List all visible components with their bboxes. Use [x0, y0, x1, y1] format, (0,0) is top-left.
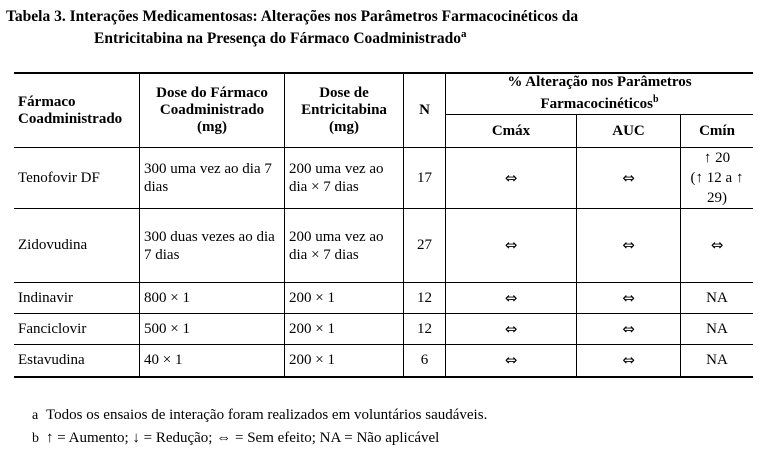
header-auc: AUC	[577, 115, 681, 148]
cell-farmaco: Tenofovir DF	[14, 148, 140, 209]
cell-auc	[577, 314, 681, 345]
no-effect-icon: ⇔	[622, 319, 635, 338]
cell-cmax	[446, 283, 577, 314]
footnote-text: ↑ = Aumento; ↓ = Redução; ⇔ = Sem efeito; NA = Não aplicável	[46, 430, 440, 446]
cmin-value: ↑ 20	[703, 150, 731, 166]
cell-cmin: NA	[681, 314, 754, 345]
header-n: N	[404, 73, 446, 148]
cell-dose-farmaco: 300 duas vezes ao dia 7 dias	[140, 209, 285, 283]
header-pct-footnote-marker: b	[652, 94, 659, 105]
title-line-2-text: Entricitabina na Presença do Fármaco Coadministrado	[94, 30, 461, 47]
no-effect-icon: ⇔	[504, 350, 518, 369]
no-effect-icon: ⇔	[504, 236, 518, 254]
footnote-letter: a	[32, 408, 39, 423]
table-title	[6, 6, 766, 50]
cell-n: 12	[404, 314, 446, 345]
cell-farmaco: Zidovudina	[14, 209, 140, 283]
cell-farmaco: Fanciclovir	[14, 314, 140, 345]
no-effect-icon: ⇔	[622, 168, 635, 187]
cell-n: 17	[404, 148, 446, 209]
cell-n: 12	[404, 283, 446, 314]
header-dose-farmaco: Dose do Fármaco Coadministrado (mg)	[140, 73, 285, 148]
cell-cmax	[446, 209, 577, 283]
cell-cmin: NA	[681, 283, 754, 314]
cell-auc	[577, 209, 681, 283]
table-row	[14, 283, 753, 314]
cell-dose-entricitabina: 200 × 1	[285, 314, 404, 345]
interactions-table	[14, 72, 753, 378]
cell-n: 27	[404, 209, 446, 283]
cell-cmin	[681, 148, 754, 209]
title-footnote-marker: a	[460, 27, 467, 40]
cell-n: 6	[404, 345, 446, 377]
no-effect-icon: ⇔	[504, 288, 518, 307]
no-effect-icon: ⇔	[504, 319, 518, 338]
table-row	[14, 209, 753, 283]
cell-auc	[577, 148, 681, 209]
cell-auc	[577, 283, 681, 314]
cell-dose-entricitabina: 200 uma vez ao dia × 7 dias	[285, 148, 404, 209]
footnote-letter: b	[32, 431, 39, 446]
cell-cmax	[446, 148, 577, 209]
footnote-a	[14, 404, 487, 427]
no-effect-icon: ⇔	[504, 168, 518, 187]
title-line-1: Tabela 3. Interações Medicamentosas: Alterações nos Parâmetros Farmacocinéticos da	[6, 8, 579, 25]
cmin-range: (↑ 12 a ↑ 29)	[690, 170, 744, 206]
cell-cmax	[446, 314, 577, 345]
cell-auc	[577, 345, 681, 377]
header-cmin: Cmín	[681, 115, 754, 148]
cell-dose-farmaco: 500 × 1	[140, 314, 285, 345]
header-pct-alteracao	[446, 73, 754, 115]
cell-dose-entricitabina: 200 × 1	[285, 283, 404, 314]
header-farmaco: Fármaco Coadministrado	[14, 73, 140, 148]
header-cmax: Cmáx	[446, 115, 577, 148]
title-line-2	[6, 28, 766, 50]
no-effect-icon: ⇔	[622, 236, 635, 254]
cell-cmin	[681, 209, 754, 283]
table-row	[14, 345, 753, 377]
cell-dose-entricitabina: 200 uma vez ao dia × 7 dias	[285, 209, 404, 283]
cell-cmin: NA	[681, 345, 754, 377]
no-effect-icon: ⇔	[710, 236, 724, 254]
cell-dose-farmaco: 800 × 1	[140, 283, 285, 314]
header-dose-entricitabina: Dose de Entricitabina (mg)	[285, 73, 404, 148]
footnotes	[14, 404, 487, 450]
cell-farmaco: Estavudina	[14, 345, 140, 377]
cell-farmaco: Indinavir	[14, 283, 140, 314]
cell-dose-farmaco: 40 × 1	[140, 345, 285, 377]
no-effect-icon: ⇔	[622, 288, 635, 307]
table-row	[14, 314, 753, 345]
footnote-b	[14, 427, 487, 450]
footnote-text: Todos os ensaios de interação foram realizados em voluntários saudáveis.	[46, 407, 488, 423]
no-effect-icon: ⇔	[622, 350, 635, 369]
cell-dose-farmaco: 300 uma vez ao dia 7 dias	[140, 148, 285, 209]
cell-cmax	[446, 345, 577, 377]
header-pct-text: % Alteração nos Parâmetros Farmacocinéticos	[507, 74, 692, 112]
table-row	[14, 148, 753, 209]
cell-dose-entricitabina: 200 × 1	[285, 345, 404, 377]
